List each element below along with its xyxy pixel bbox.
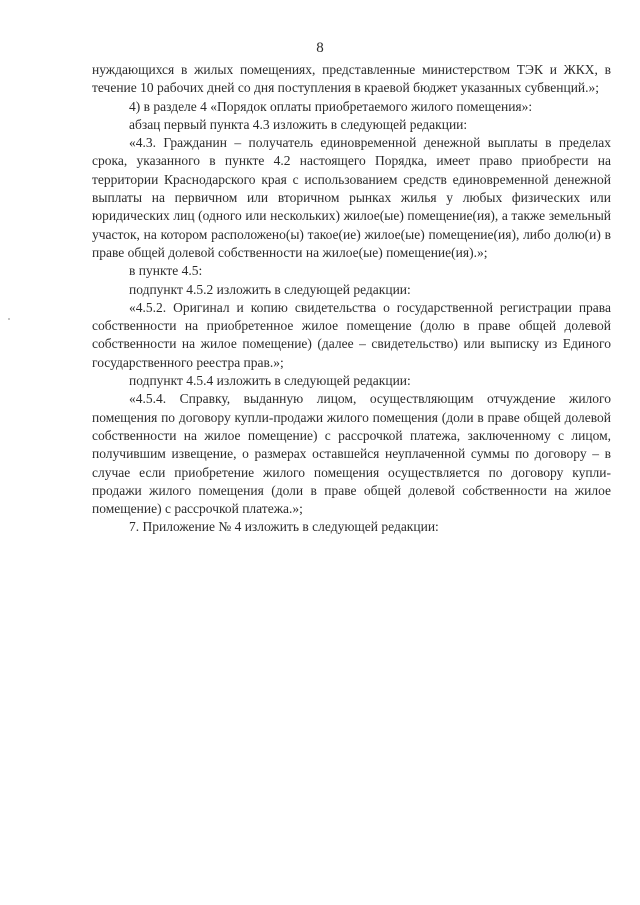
paragraph-4-5-2-text: «4.5.2. Оригинал и копию свидетельства о государственной регистрации права собственности на приобретенное жилое помещение (долю в праве общей долевой собственности на жилое помещение) (далее – свидетельство) или выписку из Единого государственного реестра прав.»; bbox=[92, 299, 611, 370]
paragraph-4-3-intro: абзац первый пункта 4.3 изложить в следующей редакции: bbox=[129, 116, 468, 132]
paragraph-continuation: нуждающихся в жилых помещениях, представленные министерством ТЭК и ЖКХ, в течение 10 рабочих дней со дня поступления в краевой бюджет указанных субвенций.»; bbox=[92, 62, 611, 96]
paragraph-4-5-4-text: «4.5.4. Справку, выданную лицом, осуществляющим отчуждение жилого помещения по договору купли-продажи жилого помещения (доли в праве общей долевой собственности на жилое помещение) с рассрочкой платежа, заключенному с лицом, получившим извещение, о размерах оставшейся неуплаченной суммы по договору – в случае если приобретение жилого помещения осуществляется по договору купли-продажи жилого помещения (доли в праве общей долевой собственности на жилое помещение) с рассрочкой платежа.»; bbox=[92, 391, 611, 517]
paragraph-item-4: 4) в разделе 4 «Порядок оплаты приобретаемого жилого помещения»: bbox=[129, 98, 533, 114]
page-number: 8 bbox=[316, 40, 324, 56]
paragraph-4-5-4-intro: подпункт 4.5.4 изложить в следующей редакции: bbox=[129, 373, 411, 389]
paragraph-4-3-text: «4.3. Гражданин – получатель единовременной денежной выплаты в пределах срока, указанного в пункте 4.2 настоящего Порядка, имеет право приобрести на территории Краснодарского края с использованием средств единовременной денежной выплаты на первичном или вторичном рынках жилья у любых физических или юридических лиц (одного или нескольких) жилое(ые) помещение(ия), а также земельный участок, на котором расположено(ы) такое(ие) жилое(ые) помещение(ия), либо долю(и) в праве общей долевой собственности на жилое(ые) помещение(ия).»; bbox=[92, 135, 611, 260]
paragraph-4-5-intro: в пункте 4.5: bbox=[129, 263, 203, 279]
document-body bbox=[92, 61, 611, 537]
scan-margin-mark bbox=[8, 318, 10, 320]
paragraph-4-5-2-intro: подпункт 4.5.2 изложить в следующей редакции: bbox=[129, 281, 411, 297]
paragraph-item-7: 7. Приложение № 4 изложить в следующей редакции: bbox=[129, 519, 439, 535]
